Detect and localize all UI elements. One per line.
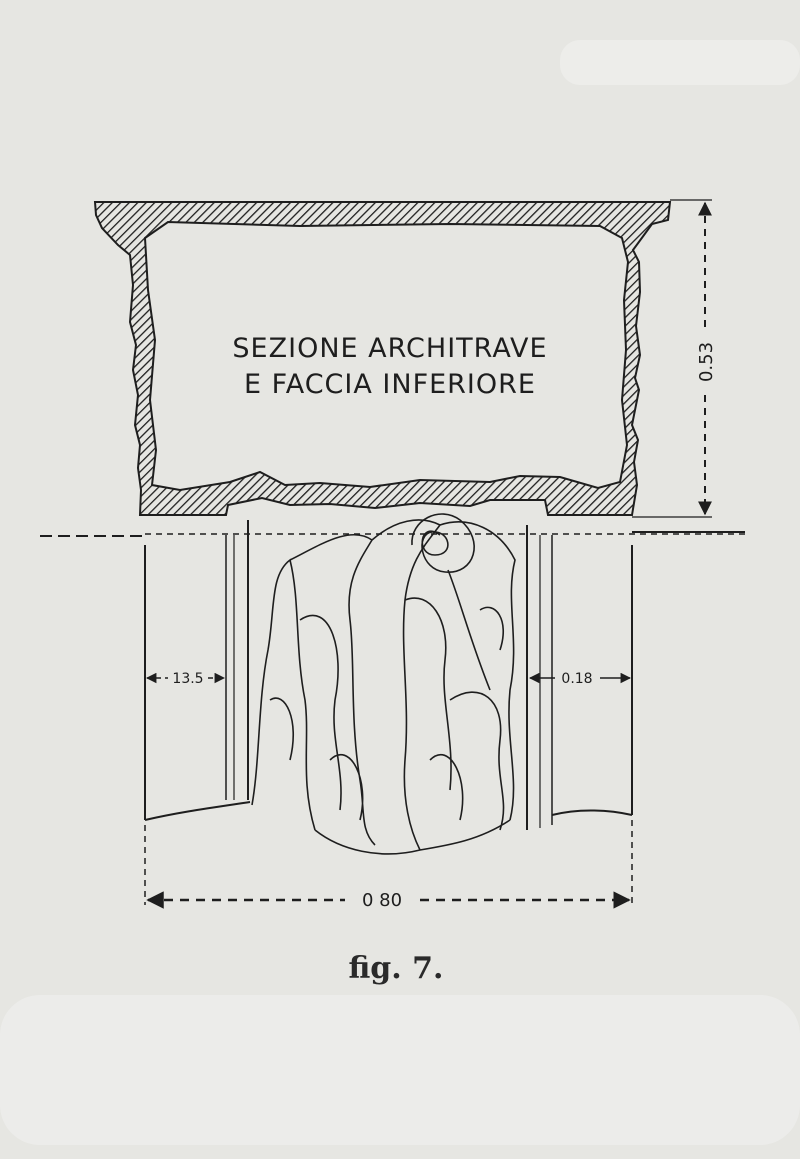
architrave-section [95, 202, 670, 515]
left-offset-dimension [147, 671, 224, 687]
acanthus-leaves [252, 520, 515, 854]
height-dimension [632, 200, 717, 517]
reference-line [40, 532, 745, 536]
width-dimension-label: 0 80 [361, 890, 403, 911]
pilaster-capital [145, 514, 632, 854]
figure-caption: fig. 7. [348, 951, 444, 986]
right-offset-dimension [530, 671, 630, 687]
section-label-line-1: SEZIONE ARCHITRAVE [232, 333, 548, 364]
section-label-line-2: E FACCIA INFERIORE [244, 369, 536, 400]
height-dimension-label: 0.53 [696, 341, 717, 383]
volute-stem [448, 570, 490, 690]
width-dimension [145, 820, 632, 911]
right-offset-label: 0.18 [561, 671, 593, 687]
left-offset-label: 13.5 [172, 671, 204, 687]
